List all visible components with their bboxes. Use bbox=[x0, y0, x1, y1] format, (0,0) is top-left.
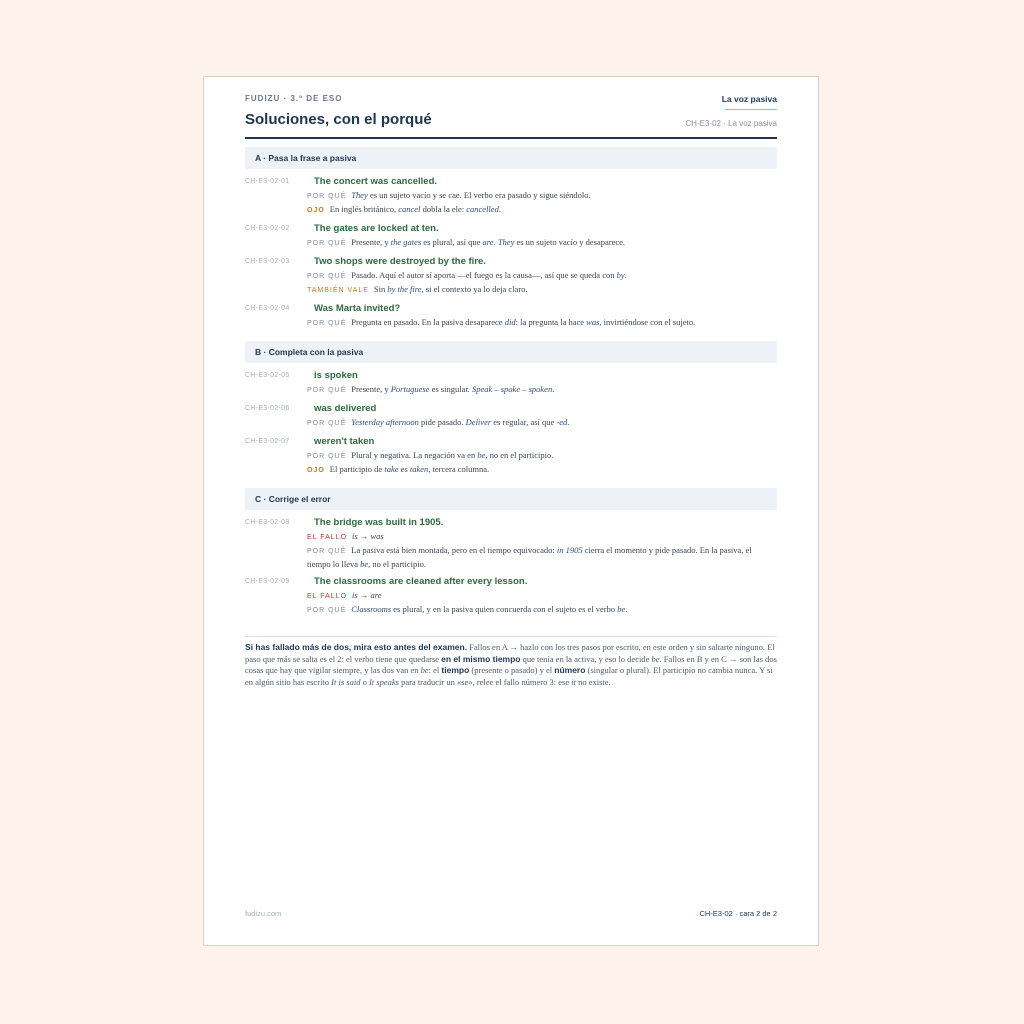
exercise-code: CH-E3-02-06 bbox=[245, 405, 290, 412]
exercise-code: CH-E3-02-09 bbox=[245, 578, 290, 585]
exercise-item bbox=[245, 575, 777, 617]
note-text: take bbox=[384, 464, 399, 474]
note-tag: TAMBIÉN VALE bbox=[307, 287, 369, 294]
note-tag: POR QUÉ bbox=[307, 273, 347, 280]
advice-text: . Fallos en B y en C → son las dos cosas que hay que vigilar siempre, y las dos van en bbox=[245, 653, 777, 676]
note-text: . bbox=[624, 270, 627, 280]
title-row bbox=[245, 111, 777, 139]
note-text: They bbox=[351, 190, 368, 200]
exercise-item bbox=[245, 222, 777, 250]
review-advice bbox=[245, 642, 777, 688]
note-text: . bbox=[567, 417, 570, 427]
advice-text: It is said bbox=[331, 676, 361, 687]
note-text: es singular. bbox=[429, 384, 472, 394]
note-text: be bbox=[617, 604, 626, 614]
answer-text: The concert was cancelled. bbox=[314, 176, 438, 187]
note-text: cierra el momento y pide pasado. En la pasiva, el tiempo lo lleva bbox=[307, 545, 752, 569]
explanation-line bbox=[307, 236, 777, 250]
answer-text: Was Marta invited? bbox=[314, 303, 401, 314]
page-header bbox=[245, 94, 777, 108]
note-text: , si el contexto ya lo deja claro. bbox=[421, 284, 528, 294]
exercise-item bbox=[245, 516, 777, 570]
brand-label: FUDIZU · 3.º DE ESO bbox=[245, 94, 343, 103]
note-text: Classrooms bbox=[351, 604, 392, 614]
divider bbox=[245, 636, 777, 637]
advice-text: que tenía en la activa, y eso lo decide bbox=[520, 653, 652, 664]
note-text: Pregunta en pasado. En la pasiva desaparece bbox=[351, 317, 505, 327]
exercise-code: CH-E3-02-08 bbox=[245, 519, 290, 526]
note-text: are bbox=[482, 237, 494, 247]
advice-text: Fallos en A → hazlo con los tres pasos por escrito, en este orden y sin saltarte ninguno. El paso que más se salta es el 2: el verbo tiene que quedarse bbox=[245, 642, 775, 664]
note-text: Deliver bbox=[465, 417, 492, 427]
exercise-code: CH-E3-02-04 bbox=[245, 305, 290, 312]
note-text: , invirtiéndose con el sujeto. bbox=[599, 317, 696, 327]
topic-underline bbox=[725, 109, 777, 110]
note-tag: POR QUÉ bbox=[307, 387, 347, 394]
note-text: Portuguese bbox=[390, 384, 430, 394]
exercise-item bbox=[245, 435, 777, 477]
advice-text: be bbox=[651, 653, 660, 664]
note-text: Sin bbox=[373, 284, 388, 294]
answer-text: Two shops were destroyed by the fire. bbox=[314, 256, 486, 267]
note-text: be bbox=[360, 559, 369, 569]
note-text: Plural y negativa. La negación va en bbox=[351, 450, 478, 460]
note-text: En inglés británico, bbox=[329, 204, 399, 214]
advice-text: tiempo bbox=[441, 665, 470, 676]
note-text: taken bbox=[409, 464, 429, 474]
note-tag: EL FALLO bbox=[307, 593, 348, 600]
note-text: Yesterday afternoon bbox=[351, 417, 419, 427]
note-text: cancel bbox=[398, 204, 421, 214]
worksheet-page bbox=[203, 76, 819, 946]
exercise-item bbox=[245, 402, 777, 430]
note-text: Speak – spoke – spoken bbox=[471, 384, 553, 394]
advice-text: número bbox=[554, 665, 586, 676]
note-text: is → was bbox=[352, 531, 384, 541]
explanation-line bbox=[307, 449, 777, 463]
answer-text: weren't taken bbox=[314, 436, 375, 447]
exercise-code: CH-E3-02-03 bbox=[245, 258, 290, 265]
exercise-code: CH-E3-02-02 bbox=[245, 225, 290, 232]
advice-text: (singular o plural). El participio no cambia nunca. Y si en algún sitio has escrito bbox=[245, 665, 773, 687]
note-text: . bbox=[625, 604, 628, 614]
note-text: cancelled bbox=[466, 204, 499, 214]
explanation-line bbox=[307, 316, 777, 330]
explanation-line bbox=[307, 203, 777, 217]
explanation-line bbox=[307, 463, 777, 477]
exercise-item bbox=[245, 302, 777, 330]
advice-text: no existe. bbox=[575, 676, 611, 687]
advice-text: be bbox=[420, 665, 429, 676]
answer-text: is spoken bbox=[314, 370, 358, 381]
note-text: dobla la ele: bbox=[420, 204, 467, 214]
note-tag: POR QUÉ bbox=[307, 420, 347, 427]
note-text: El participio de bbox=[329, 464, 385, 474]
topic-label: La voz pasiva bbox=[721, 94, 777, 104]
note-tag: POR QUÉ bbox=[307, 240, 347, 247]
exercise-code: CH-E3-02-07 bbox=[245, 438, 290, 445]
exercise-item bbox=[245, 255, 777, 297]
note-text: by the fire bbox=[387, 284, 422, 294]
section-header: C · Corrige el error bbox=[245, 488, 777, 510]
note-text: , tercera columna. bbox=[428, 464, 490, 474]
note-tag: EL FALLO bbox=[307, 534, 348, 541]
advice-text: para traducir un «se», relee el fallo número 3: ese bbox=[398, 676, 572, 687]
note-tag: POR QUÉ bbox=[307, 193, 347, 200]
exercise-code: CH-E3-02-05 bbox=[245, 372, 290, 379]
advice-text: it bbox=[571, 676, 576, 687]
note-tag: OJO bbox=[307, 207, 325, 214]
answer-text: The gates are locked at ten. bbox=[314, 223, 439, 234]
solutions-content bbox=[245, 147, 777, 688]
explanation-line bbox=[307, 544, 777, 570]
page-counter: CH-E3-02 · cara 2 de 2 bbox=[699, 909, 777, 918]
note-text: es plural, así que bbox=[421, 237, 483, 247]
advice-text: (presente o pasado) y el bbox=[469, 665, 555, 676]
note-text: -ed bbox=[556, 417, 568, 427]
section-header: A · Pasa la frase a pasiva bbox=[245, 147, 777, 169]
note-tag: POR QUÉ bbox=[307, 320, 347, 327]
site-link[interactable]: fudizu.com bbox=[245, 909, 282, 918]
advice-text: : el bbox=[428, 665, 442, 676]
exercise-item bbox=[245, 175, 777, 217]
page-title: Soluciones, con el porqué bbox=[245, 111, 432, 128]
explanation-line bbox=[307, 530, 777, 544]
note-text: Presente, y bbox=[351, 237, 391, 247]
answer-text: The bridge was built in 1905. bbox=[314, 517, 444, 528]
note-text: . bbox=[498, 204, 501, 214]
note-text: did bbox=[504, 317, 516, 327]
exercise-item bbox=[245, 369, 777, 397]
note-text: by bbox=[616, 270, 625, 280]
advice-text: o bbox=[360, 676, 369, 687]
note-text: was bbox=[586, 317, 600, 327]
note-text: , no en el participio. bbox=[485, 450, 554, 460]
note-text: Presente, y bbox=[351, 384, 391, 394]
page-footer bbox=[245, 909, 777, 921]
explanation-line bbox=[307, 269, 777, 283]
note-tag: POR QUÉ bbox=[307, 453, 347, 460]
note-text: in 1905 bbox=[556, 545, 583, 555]
note-text: . bbox=[552, 384, 555, 394]
explanation-line bbox=[307, 383, 777, 397]
note-text: : la pregunta la hace bbox=[515, 317, 587, 327]
note-text: be bbox=[477, 450, 486, 460]
section-header: B · Completa con la pasiva bbox=[245, 341, 777, 363]
advice-text: It speaks bbox=[368, 676, 399, 687]
explanation-line bbox=[307, 603, 777, 617]
note-text: , no el participio. bbox=[368, 559, 426, 569]
explanation-line bbox=[307, 189, 777, 203]
note-text: es un sujeto vacío y se cae. El verbo era pasado y sigue siéndolo. bbox=[367, 190, 591, 200]
note-text: es un sujeto vacío y desaparece. bbox=[514, 237, 626, 247]
answer-text: The classrooms are cleaned after every lesson. bbox=[314, 576, 528, 587]
note-tag: OJO bbox=[307, 467, 325, 474]
note-tag: POR QUÉ bbox=[307, 548, 347, 555]
explanation-line bbox=[307, 589, 777, 603]
explanation-line bbox=[307, 416, 777, 430]
note-text: is → are bbox=[352, 590, 382, 600]
advice-text: Si has fallado más de dos, mira esto antes del examen. bbox=[245, 642, 468, 652]
advice-text: en el mismo tiempo bbox=[441, 653, 521, 664]
note-text: They bbox=[497, 237, 515, 247]
exercise-code: CH-E3-02-01 bbox=[245, 178, 290, 185]
explanation-line bbox=[307, 283, 777, 297]
note-text: es regular, así que bbox=[491, 417, 557, 427]
note-text: es plural, y en la pasiva quien concuerda con el sujeto es el verbo bbox=[391, 604, 618, 614]
note-tag: POR QUÉ bbox=[307, 607, 347, 614]
note-text: . bbox=[493, 237, 498, 247]
section-spacer bbox=[245, 622, 777, 628]
note-text: es bbox=[398, 464, 410, 474]
note-text: Pasado. Aquí el autor sí aporta —el fuego es la causa—, así que se queda con bbox=[351, 270, 617, 280]
note-text: La pasiva está bien montada, pero en el tiempo equivocado: bbox=[351, 545, 557, 555]
answer-text: was delivered bbox=[314, 403, 377, 414]
page-reference: CH-E3-02 · La voz pasiva bbox=[685, 119, 777, 128]
note-text: the gates bbox=[390, 237, 422, 247]
note-text: pide pasado. bbox=[418, 417, 466, 427]
